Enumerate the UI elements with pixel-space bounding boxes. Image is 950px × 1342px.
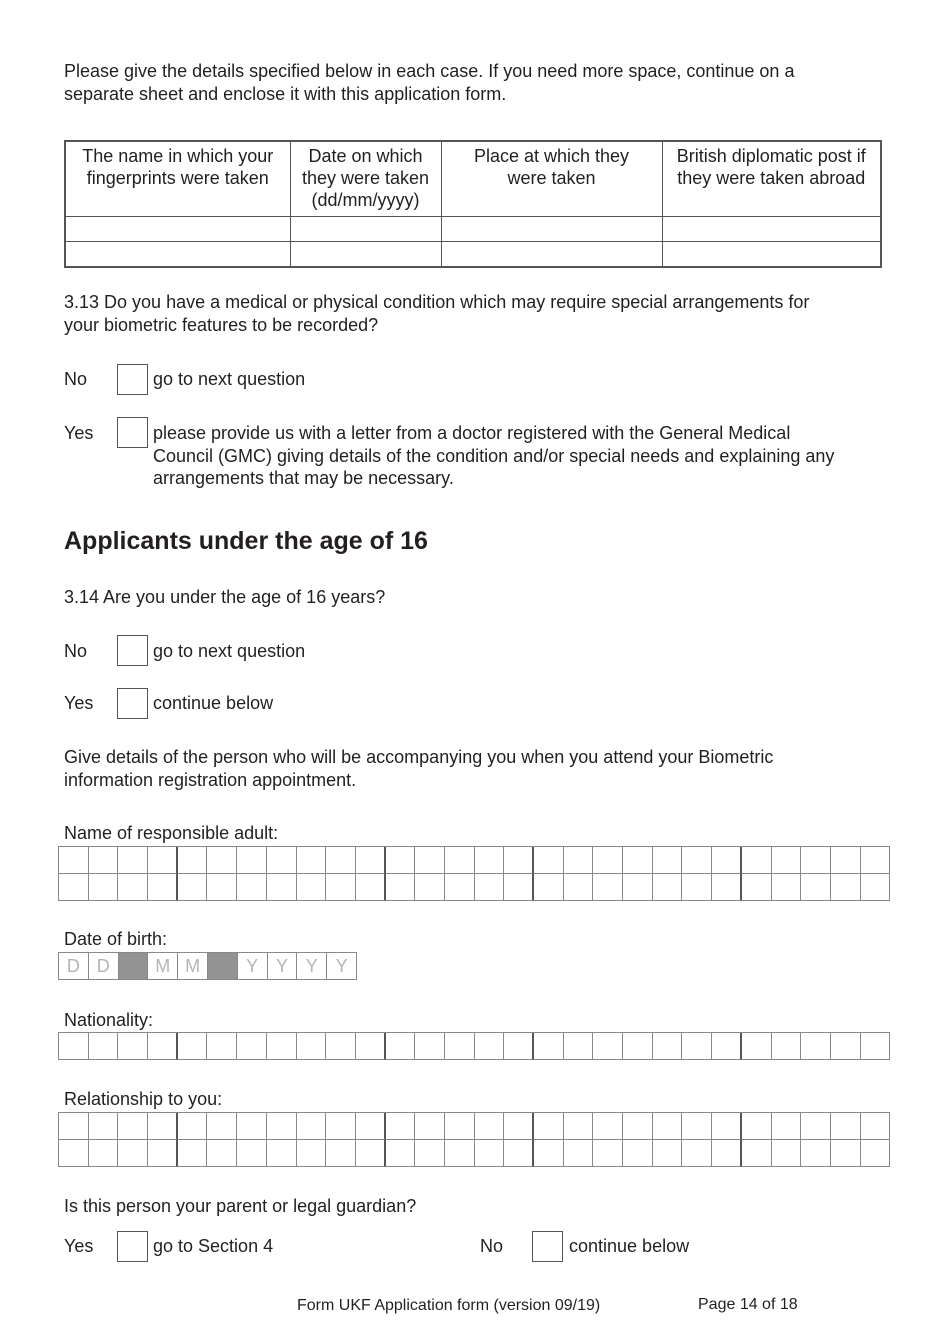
- char-box[interactable]: [297, 1033, 327, 1060]
- q313-no-label: No: [64, 369, 88, 389]
- char-box[interactable]: [564, 1113, 594, 1140]
- fingerprints-table: [64, 140, 882, 268]
- char-box[interactable]: [742, 874, 772, 901]
- char-box[interactable]: [326, 1113, 356, 1140]
- char-box[interactable]: [772, 847, 802, 874]
- char-box[interactable]: [653, 1140, 683, 1167]
- char-box[interactable]: [118, 847, 148, 874]
- char-box[interactable]: [118, 874, 148, 901]
- char-box[interactable]: [712, 1113, 742, 1140]
- footer-form-name: Form UKF Application form (version 09/19): [297, 1297, 601, 1314]
- char-box[interactable]: [682, 1033, 712, 1060]
- char-box[interactable]: [89, 847, 119, 874]
- char-box[interactable]: [297, 874, 327, 901]
- char-box[interactable]: [623, 874, 653, 901]
- char-box[interactable]: [801, 1140, 831, 1167]
- char-box[interactable]: [297, 1113, 327, 1140]
- char-box[interactable]: [593, 1140, 623, 1167]
- q314-no-label: No: [64, 641, 88, 661]
- char-box[interactable]: [445, 847, 475, 874]
- char-box[interactable]: [445, 874, 475, 901]
- char-box[interactable]: [653, 874, 683, 901]
- char-box[interactable]: [712, 847, 742, 874]
- table-cell-input[interactable]: [441, 242, 662, 267]
- char-box[interactable]: [148, 1113, 178, 1140]
- char-box[interactable]: [475, 1140, 505, 1167]
- char-box[interactable]: [148, 874, 178, 901]
- char-box[interactable]: [415, 1113, 445, 1140]
- char-box[interactable]: [564, 1033, 594, 1060]
- char-box[interactable]: [623, 1033, 653, 1060]
- section-heading: Applicants under the age of 16: [64, 527, 428, 555]
- char-box[interactable]: [148, 1033, 178, 1060]
- col-header-date: Date on which they were taken (dd/mm/yyyy): [290, 141, 441, 217]
- char-box[interactable]: [326, 1033, 356, 1060]
- char-box[interactable]: [831, 874, 861, 901]
- q313-yes-checkbox[interactable]: [117, 417, 148, 448]
- char-box[interactable]: [356, 847, 386, 874]
- char-box[interactable]: [59, 874, 89, 901]
- char-box[interactable]: [415, 847, 445, 874]
- char-box[interactable]: [712, 1033, 742, 1060]
- char-box[interactable]: [178, 1140, 208, 1167]
- char-box[interactable]: [415, 1033, 445, 1060]
- guardian-question: Is this person your parent or legal guardian?: [64, 1196, 417, 1216]
- char-box[interactable]: [297, 1140, 327, 1167]
- char-box[interactable]: [475, 874, 505, 901]
- char-box[interactable]: [59, 1113, 89, 1140]
- char-box[interactable]: [207, 1140, 237, 1167]
- char-box[interactable]: [356, 1033, 386, 1060]
- relationship-input-grid[interactable]: [58, 1112, 890, 1167]
- char-box[interactable]: [118, 1033, 148, 1060]
- char-box[interactable]: [326, 1140, 356, 1167]
- guardian-no-text: continue below: [569, 1236, 690, 1256]
- char-box[interactable]: [682, 874, 712, 901]
- char-box[interactable]: [831, 1033, 861, 1060]
- details-line-2: information registration appointment.: [64, 770, 357, 790]
- char-box[interactable]: [386, 847, 416, 874]
- char-box[interactable]: [386, 1140, 416, 1167]
- char-box[interactable]: [534, 1140, 564, 1167]
- q313-no-checkbox[interactable]: [117, 364, 148, 395]
- char-box[interactable]: [564, 874, 594, 901]
- char-box[interactable]: [237, 847, 267, 874]
- char-box[interactable]: [712, 1140, 742, 1167]
- table-row: [65, 242, 881, 267]
- char-box[interactable]: [475, 1113, 505, 1140]
- char-box[interactable]: [682, 1113, 712, 1140]
- details-line-1: Give details of the person who will be accompanying you when you attend your Biometric: [64, 747, 774, 767]
- char-box[interactable]: [59, 1033, 89, 1060]
- nationality-label: Nationality:: [64, 1010, 154, 1030]
- char-box[interactable]: [178, 874, 208, 901]
- char-box[interactable]: [742, 1113, 772, 1140]
- char-box[interactable]: [237, 1113, 267, 1140]
- guardian-yes-checkbox[interactable]: [117, 1231, 148, 1262]
- char-box[interactable]: [445, 1140, 475, 1167]
- dob-month-1[interactable]: M: [148, 953, 178, 980]
- char-box[interactable]: [118, 1140, 148, 1167]
- guardian-no-label: No: [480, 1236, 504, 1256]
- char-box[interactable]: [148, 847, 178, 874]
- char-box[interactable]: [297, 847, 327, 874]
- char-box[interactable]: [653, 1033, 683, 1060]
- q314-question: 3.14 Are you under the age of 16 years?: [64, 587, 386, 607]
- char-box[interactable]: [504, 1033, 534, 1060]
- dob-day-2[interactable]: D: [89, 953, 119, 980]
- table-cell-input[interactable]: [290, 242, 441, 267]
- table-row: [65, 217, 881, 242]
- char-box[interactable]: [326, 847, 356, 874]
- char-box[interactable]: [593, 1033, 623, 1060]
- char-box[interactable]: [861, 1113, 891, 1140]
- table-cell-input[interactable]: [662, 242, 881, 267]
- char-box[interactable]: [593, 1113, 623, 1140]
- char-box[interactable]: [178, 1113, 208, 1140]
- char-box[interactable]: [742, 1033, 772, 1060]
- char-box[interactable]: [831, 847, 861, 874]
- char-box[interactable]: [326, 874, 356, 901]
- q313-yes-label: Yes: [64, 423, 94, 443]
- char-box[interactable]: [89, 874, 119, 901]
- char-box[interactable]: [504, 847, 534, 874]
- char-box[interactable]: [207, 1033, 237, 1060]
- col-header-diplomatic-post: British diplomatic post if they were taken abroad: [662, 141, 881, 217]
- table-cell-input[interactable]: [290, 217, 441, 242]
- char-box[interactable]: [682, 847, 712, 874]
- char-box[interactable]: [861, 874, 891, 901]
- char-box[interactable]: [831, 1140, 861, 1167]
- dob-label: Date of birth:: [64, 929, 168, 949]
- col-header-name: The name in which your fingerprints were taken: [65, 141, 290, 217]
- char-box[interactable]: [267, 1033, 297, 1060]
- char-box[interactable]: [356, 1113, 386, 1140]
- char-box[interactable]: [623, 1140, 653, 1167]
- name-input-grid[interactable]: [58, 846, 890, 901]
- char-box[interactable]: [207, 874, 237, 901]
- char-box[interactable]: [475, 1033, 505, 1060]
- char-box[interactable]: [712, 874, 742, 901]
- char-box[interactable]: [623, 847, 653, 874]
- nationality-input-grid[interactable]: [58, 1032, 890, 1060]
- char-box[interactable]: [801, 847, 831, 874]
- char-box[interactable]: [682, 1140, 712, 1167]
- guardian-yes-label: Yes: [64, 1236, 94, 1256]
- char-box[interactable]: [445, 1033, 475, 1060]
- char-box[interactable]: [772, 1033, 802, 1060]
- char-box[interactable]: [504, 1140, 534, 1167]
- char-box[interactable]: [267, 1113, 297, 1140]
- char-box[interactable]: [564, 847, 594, 874]
- char-box[interactable]: [653, 1113, 683, 1140]
- dob-separator: [119, 953, 149, 980]
- dob-input[interactable]: [58, 952, 357, 980]
- q313-question-line-1: 3.13 Do you have a medical or physical condition which may require special arrangements for: [64, 292, 810, 312]
- table-cell-input[interactable]: [65, 217, 290, 242]
- q314-no-checkbox[interactable]: [117, 635, 148, 666]
- char-box[interactable]: [831, 1113, 861, 1140]
- char-box[interactable]: [534, 874, 564, 901]
- char-box[interactable]: [623, 1113, 653, 1140]
- dob-separator: [208, 953, 238, 980]
- intro-line-1: Please give the details specified below in each case. If you need more space, continue on a: [64, 61, 795, 81]
- char-box[interactable]: [89, 1033, 119, 1060]
- char-box[interactable]: [861, 847, 891, 874]
- char-box[interactable]: [237, 1033, 267, 1060]
- dob-month-2[interactable]: M: [178, 953, 208, 980]
- char-box[interactable]: [653, 847, 683, 874]
- q314-yes-label: Yes: [64, 693, 94, 713]
- char-box[interactable]: [118, 1113, 148, 1140]
- q314-no-text: go to next question: [153, 641, 306, 661]
- q314-yes-text: continue below: [153, 693, 274, 713]
- char-box[interactable]: [386, 1113, 416, 1140]
- char-box[interactable]: [356, 1140, 386, 1167]
- footer-page-number: Page 14 of 18: [698, 1296, 798, 1313]
- table-cell-input[interactable]: [662, 217, 881, 242]
- char-box[interactable]: [207, 847, 237, 874]
- char-box[interactable]: [772, 1140, 802, 1167]
- char-box[interactable]: [89, 1140, 119, 1167]
- char-box[interactable]: [861, 1033, 891, 1060]
- char-box[interactable]: [59, 1140, 89, 1167]
- char-box[interactable]: [415, 1140, 445, 1167]
- char-box[interactable]: [207, 1113, 237, 1140]
- char-box[interactable]: [593, 847, 623, 874]
- char-box[interactable]: [534, 1113, 564, 1140]
- intro-line-2: separate sheet and enclose it with this application form.: [64, 84, 507, 104]
- q313-yes-text-3: arrangements that may be necessary.: [153, 468, 454, 488]
- char-box[interactable]: [178, 1033, 208, 1060]
- char-box[interactable]: [475, 847, 505, 874]
- char-box[interactable]: [772, 874, 802, 901]
- char-box[interactable]: [564, 1140, 594, 1167]
- dob-day-1[interactable]: D: [59, 953, 89, 980]
- char-box[interactable]: [772, 1113, 802, 1140]
- table-cell-input[interactable]: [441, 217, 662, 242]
- char-box[interactable]: [801, 1033, 831, 1060]
- char-box[interactable]: [237, 874, 267, 901]
- char-box[interactable]: [742, 847, 772, 874]
- char-box[interactable]: [237, 1140, 267, 1167]
- char-box[interactable]: [534, 1033, 564, 1060]
- char-box[interactable]: [267, 847, 297, 874]
- char-box[interactable]: [267, 1140, 297, 1167]
- char-box[interactable]: [89, 1113, 119, 1140]
- q313-question-line-2: your biometric features to be recorded?: [64, 315, 379, 335]
- char-box[interactable]: [504, 874, 534, 901]
- relationship-label: Relationship to you:: [64, 1089, 223, 1109]
- char-box[interactable]: [386, 874, 416, 901]
- q313-no-text: go to next question: [153, 369, 306, 389]
- char-box[interactable]: [801, 1113, 831, 1140]
- char-box[interactable]: [504, 1113, 534, 1140]
- q314-yes-checkbox[interactable]: [117, 688, 148, 719]
- char-box[interactable]: [593, 874, 623, 901]
- dob-year-2[interactable]: Y: [268, 953, 298, 980]
- dob-year-3[interactable]: Y: [297, 953, 327, 980]
- char-box[interactable]: [148, 1140, 178, 1167]
- char-box[interactable]: [534, 847, 564, 874]
- table-cell-input[interactable]: [65, 242, 290, 267]
- col-header-place: Place at which they were taken: [441, 141, 662, 217]
- char-box[interactable]: [356, 874, 386, 901]
- dob-year-1[interactable]: Y: [238, 953, 268, 980]
- name-label: Name of responsible adult:: [64, 823, 279, 843]
- char-box[interactable]: [415, 874, 445, 901]
- char-box[interactable]: [742, 1140, 772, 1167]
- char-box[interactable]: [267, 874, 297, 901]
- guardian-no-checkbox[interactable]: [532, 1231, 563, 1262]
- q313-yes-text-1: please provide us with a letter from a doctor registered with the General Medical: [153, 423, 791, 443]
- char-box[interactable]: [386, 1033, 416, 1060]
- char-box[interactable]: [178, 847, 208, 874]
- char-box[interactable]: [801, 874, 831, 901]
- dob-year-4[interactable]: Y: [327, 953, 357, 980]
- q313-yes-text-2: Council (GMC) giving details of the condition and/or special needs and explaining any: [153, 446, 835, 466]
- guardian-yes-text: go to Section 4: [153, 1236, 274, 1256]
- char-box[interactable]: [445, 1113, 475, 1140]
- char-box[interactable]: [59, 847, 89, 874]
- char-box[interactable]: [861, 1140, 891, 1167]
